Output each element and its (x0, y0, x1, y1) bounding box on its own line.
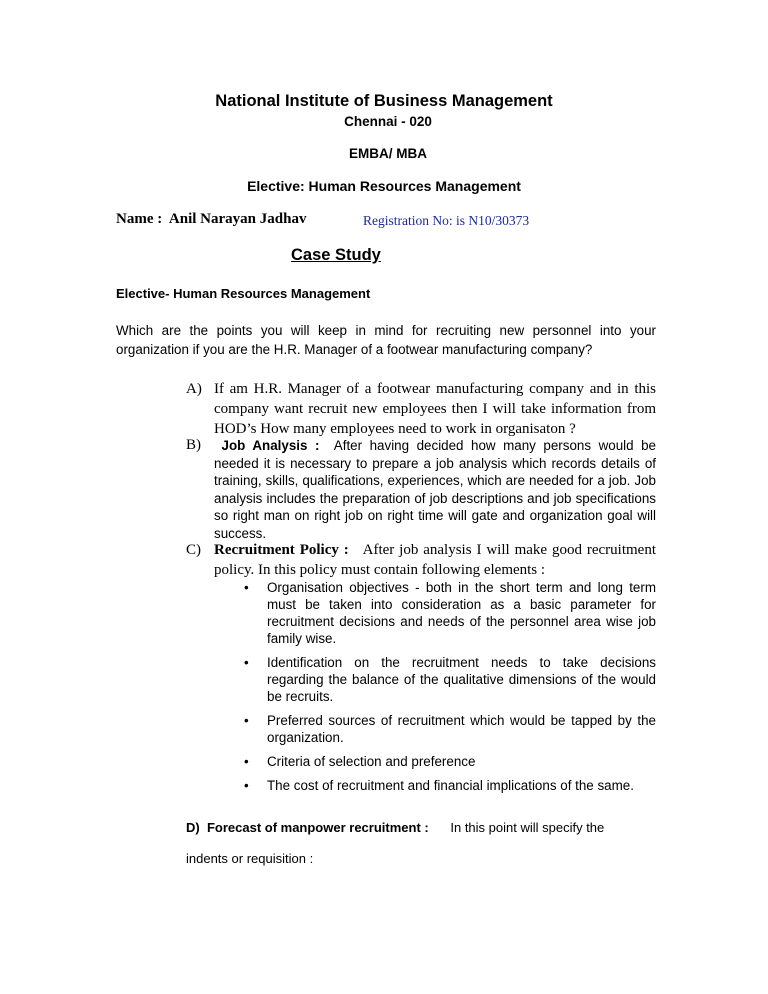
point-label: B) (186, 437, 201, 453)
bullet-icon: • (244, 655, 249, 670)
point-title: Recruitment Policy : (214, 542, 349, 558)
point-b (186, 437, 656, 543)
list-item-text: The cost of recruitment and financial implications of the same. (267, 778, 634, 793)
bullet-icon: • (244, 754, 249, 769)
point-label: A) (186, 381, 202, 397)
point-text: If am H.R. Manager of a footwear manufacturing company and in this company want recruit new employees then I will take information from HOD’s How many employees need to work in organisaton ? (214, 381, 656, 437)
section-heading: Elective- Human Resources Management (116, 286, 371, 301)
point-text: In this point will specify the (450, 820, 605, 835)
point-text: After having decided how many persons would be needed it is necessary to prepare a job analysis which records details of training, skills, qualifications, experiences, which are needed for a job. Job analysis includes the preparation of job descriptions and job specifications so right man on right job on right time will gate and organization goal will success. (214, 438, 656, 541)
bullet-icon: • (244, 778, 249, 793)
point-body (214, 540, 656, 580)
point-text: After job analysis I will make good recruitment policy. In this policy must contain following elements : (214, 542, 656, 578)
list-item (244, 777, 656, 794)
list-item (244, 753, 656, 770)
elective: Elective: Human Resources Management (247, 178, 521, 194)
point-body (214, 437, 656, 543)
city: Chennai - 020 (344, 114, 432, 129)
point-title: Job Analysis : (221, 438, 320, 453)
bullet-icon: • (244, 713, 249, 728)
student-name: Anil Narayan Jadhav (168, 211, 307, 227)
question-text: Which are the points you will keep in mind for recruiting new personnel into your organization if you are the H.R. Manager of a footwear manufacturing company? (116, 323, 656, 357)
policy-elements-list (244, 579, 656, 794)
point-title: Forecast of manpower recruitment : (206, 820, 429, 835)
list-item-text: Identification on the recruitment needs to take decisions regarding the balance of the qualitative dimensions of the would be recruits. (267, 655, 656, 704)
name-line (116, 211, 306, 228)
name-label: Name : (116, 211, 163, 227)
point-d (186, 820, 604, 835)
registration-number: Registration No: is N10/30373 (363, 213, 530, 228)
point-label: D) (186, 820, 200, 835)
point-c (186, 540, 656, 580)
list-item (244, 654, 656, 705)
list-item-text: Preferred sources of recruitment which would be tapped by the organization. (267, 713, 656, 745)
point-label: C) (186, 542, 201, 558)
list-item-text: Organisation objectives - both in the short term and long term must be taken into consideration as a basic parameter for recruitment decisions and needs of the personnel area wise job family wise. (267, 580, 656, 646)
bullet-icon: • (244, 580, 249, 595)
list-item (244, 579, 656, 647)
point-a (186, 379, 656, 439)
program: EMBA/ MBA (349, 146, 427, 161)
point-d-continuation: indents or requisition : (186, 851, 314, 866)
case-study-title: Case Study (291, 246, 381, 264)
list-item-text: Criteria of selection and preference (267, 754, 476, 769)
list-item (244, 712, 656, 746)
institute-title: National Institute of Business Management (215, 92, 553, 110)
